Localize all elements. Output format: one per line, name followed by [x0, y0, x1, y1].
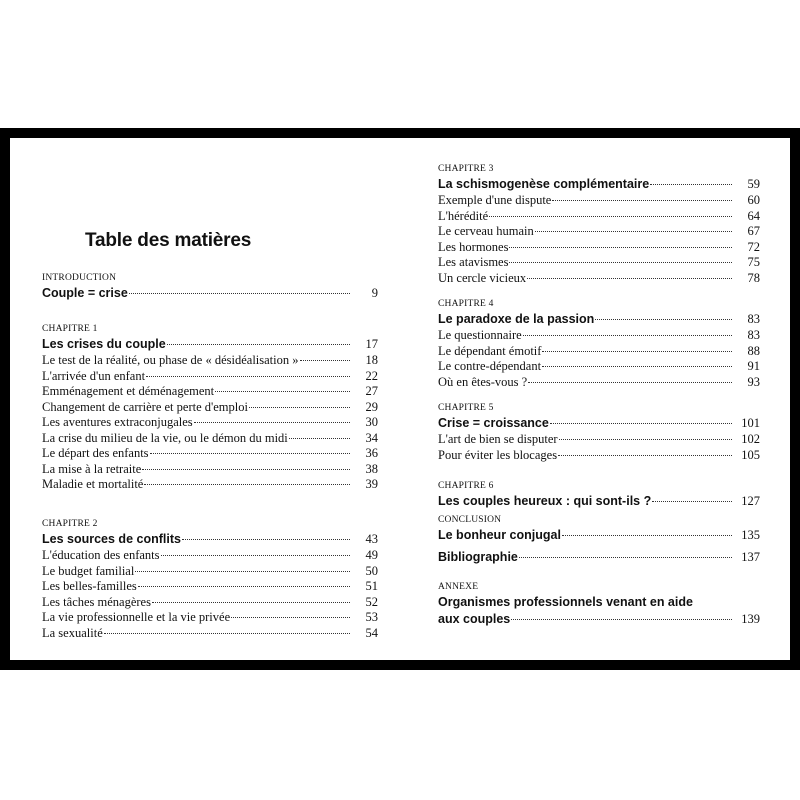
chapter-label: CHAPITRE 2 [42, 519, 98, 529]
chapter-heading[interactable] [42, 285, 378, 302]
toc-entry[interactable] [42, 369, 378, 385]
toc-entry[interactable] [438, 328, 760, 344]
toc-entry-label: L'éducation des enfants [42, 548, 160, 562]
chapter-heading-page-number: 59 [747, 177, 760, 191]
toc-entry-page-number: 50 [365, 563, 378, 578]
toc-entry[interactable] [42, 431, 378, 447]
toc-entry[interactable] [438, 448, 760, 464]
toc-entry-label: Changement de carrière et perte d'emploi [42, 399, 248, 414]
toc-section [438, 298, 760, 390]
dot-leader [152, 602, 350, 603]
chapter-heading-label: Le bonheur conjugal [438, 528, 561, 542]
dot-leader [509, 247, 732, 248]
toc-section [438, 581, 760, 628]
toc-entry-page-number: 83 [747, 328, 760, 342]
dot-leader [215, 391, 350, 392]
page-title: Table des matières [85, 230, 252, 251]
toc-entry-label: La crise du milieu de la vie, ou le démon du midi [42, 430, 288, 445]
dot-leader [528, 382, 732, 383]
toc-entry-label: Les tâches ménagères [42, 594, 151, 609]
dot-leader [542, 351, 732, 352]
toc-entry-label: Un cercle vicieux [438, 270, 527, 285]
chapter-heading-page-number: 127 [741, 494, 760, 508]
toc-entry[interactable] [438, 255, 760, 271]
toc-entry-page-number: 72 [747, 239, 760, 254]
toc-entry[interactable] [42, 462, 378, 478]
toc-entry[interactable] [42, 400, 378, 416]
chapter-heading-line[interactable]: Organismes professionnels venant en aide [438, 595, 693, 609]
toc-entry[interactable] [438, 359, 760, 375]
toc-entry-label: Le contre-dépendant [438, 359, 542, 373]
dot-leader [289, 438, 350, 439]
toc-entry-label: Exemple d'une dispute [438, 193, 552, 207]
toc-entry-page-number: 60 [747, 193, 760, 207]
chapter-heading-page-number: 17 [365, 337, 378, 351]
toc-entry-page-number: 53 [365, 610, 378, 624]
toc-entry-label: L'hérédité [438, 208, 489, 223]
toc-entry-label: Le test de la réalité, ou phase de « désidéalisation » [42, 353, 299, 367]
toc-entry-label: Les atavismes [438, 255, 509, 269]
chapter-heading-page-number: 137 [741, 550, 760, 564]
chapter-heading-page-number: 9 [371, 286, 378, 300]
chapter-heading-label: Crise = croissance [438, 416, 549, 430]
toc-entry-page-number: 105 [741, 447, 760, 462]
toc-section [438, 514, 760, 544]
dot-leader [509, 262, 732, 263]
toc-section [438, 480, 760, 510]
toc-entry[interactable] [42, 595, 378, 611]
toc-entry-label: Le budget familial [42, 563, 135, 578]
toc-entry-page-number: 54 [365, 625, 378, 640]
toc-entry[interactable] [42, 626, 378, 642]
dot-leader [146, 376, 350, 377]
chapter-heading[interactable] [438, 527, 760, 544]
chapter-label: CHAPITRE 6 [438, 481, 494, 491]
chapter-heading-page-number: 135 [741, 528, 760, 542]
toc-section [42, 272, 378, 302]
chapter-heading-page-number: 43 [365, 532, 378, 546]
dot-leader [129, 293, 350, 294]
chapter-label: CHAPITRE 5 [438, 403, 494, 413]
chapter-label: CHAPITRE 3 [438, 164, 494, 174]
dot-leader [542, 366, 732, 367]
toc-entry-page-number: 29 [365, 399, 378, 414]
toc-entry[interactable] [42, 353, 378, 369]
toc-entry-page-number: 34 [365, 430, 378, 445]
dot-leader [142, 469, 350, 470]
toc-entry-page-number: 30 [365, 415, 378, 429]
toc-entry[interactable] [438, 193, 760, 209]
dot-leader [559, 439, 732, 440]
book-page [10, 138, 790, 660]
chapter-heading[interactable] [438, 611, 760, 628]
toc-entry[interactable] [438, 432, 760, 448]
dot-leader [523, 335, 732, 336]
chapter-heading-label: Les sources de conflits [42, 532, 181, 546]
dot-leader [558, 455, 732, 456]
toc-entry-label: Le questionnaire [438, 328, 522, 342]
toc-entry-page-number: 75 [747, 255, 760, 269]
toc-section [438, 163, 760, 286]
toc-entry-page-number: 64 [747, 208, 760, 223]
chapter-heading-label: Couple = crise [42, 286, 128, 300]
dot-leader [104, 633, 350, 634]
toc-entry-label: Le dépendant émotif [438, 343, 542, 358]
toc-entry-page-number: 22 [365, 368, 378, 383]
chapter-heading-page-number: 139 [741, 612, 760, 626]
toc-entry-label: Le cerveau humain [438, 224, 534, 238]
dot-leader [489, 216, 732, 217]
toc-entry-label: L'art de bien se disputer [438, 432, 558, 446]
dot-leader [652, 501, 732, 502]
chapter-heading-label: aux couples [438, 612, 511, 626]
toc-entry-label: Les hormones [438, 239, 509, 254]
toc-entry[interactable] [42, 446, 378, 462]
toc-entry-label: Pour éviter les blocages [438, 447, 558, 462]
toc-entry-page-number: 39 [365, 477, 378, 491]
toc-entry-page-number: 67 [747, 224, 760, 238]
toc-section [438, 549, 760, 566]
toc-section [438, 402, 760, 463]
toc-entry-label: La mise à la retraite [42, 461, 142, 476]
toc-entry-page-number: 52 [365, 594, 378, 609]
chapter-label: INTRODUCTION [42, 273, 117, 283]
dot-leader [300, 360, 350, 361]
toc-entry-label: Emménagement et déménagement [42, 384, 215, 398]
chapter-label: CHAPITRE 4 [438, 299, 494, 309]
dot-leader [249, 407, 350, 408]
chapter-heading-label: Le paradoxe de la passion [438, 312, 595, 326]
dot-leader [552, 200, 732, 201]
dot-leader [144, 484, 350, 485]
dot-leader [231, 617, 350, 618]
toc-entry-page-number: 78 [747, 270, 760, 285]
toc-entry-page-number: 27 [365, 384, 378, 398]
toc-entry-page-number: 91 [747, 359, 760, 373]
chapter-heading-label: Les crises du couple [42, 337, 166, 351]
dot-leader [135, 571, 350, 572]
toc-entry[interactable] [438, 344, 760, 360]
toc-entry-label: Les aventures extraconjugales [42, 415, 193, 429]
dot-leader [167, 344, 350, 345]
toc-entry-page-number: 38 [365, 461, 378, 476]
toc-entry-label: Où en êtes-vous ? [438, 374, 528, 389]
chapter-heading-page-number: 83 [747, 312, 760, 326]
chapter-heading[interactable] [438, 176, 760, 193]
dot-leader [138, 586, 350, 587]
dot-leader [527, 278, 732, 279]
dot-leader [650, 184, 732, 185]
chapter-heading[interactable] [438, 415, 760, 432]
toc-entry-page-number: 102 [741, 432, 760, 446]
toc-entry-page-number: 51 [365, 579, 378, 593]
toc-section [42, 323, 378, 493]
chapter-heading[interactable] [438, 311, 760, 328]
toc-entry[interactable] [42, 415, 378, 431]
dot-leader [535, 231, 732, 232]
toc-entry-page-number: 36 [365, 446, 378, 460]
chapter-heading[interactable] [42, 531, 378, 548]
toc-entry[interactable] [42, 579, 378, 595]
toc-entry[interactable] [42, 564, 378, 580]
dot-leader [550, 423, 732, 424]
toc-entry[interactable] [438, 224, 760, 240]
toc-entry[interactable] [42, 477, 378, 493]
chapter-heading-label: La schismogenèse complémentaire [438, 177, 650, 191]
chapter-label: CHAPITRE 1 [42, 324, 98, 334]
dot-leader [182, 539, 350, 540]
toc-entry-label: La vie professionnelle et la vie privée [42, 610, 231, 624]
chapter-heading[interactable] [438, 549, 760, 566]
chapter-heading[interactable] [438, 493, 760, 510]
toc-entry-page-number: 93 [747, 374, 760, 389]
toc-entry-label: Maladie et mortalité [42, 477, 144, 491]
dot-leader [511, 619, 732, 620]
toc-entry[interactable] [438, 375, 760, 391]
dot-leader [194, 422, 350, 423]
chapter-label: CONCLUSION [438, 515, 502, 525]
toc-entry[interactable] [438, 271, 760, 287]
chapter-label: ANNEXE [438, 582, 479, 592]
toc-entry[interactable] [42, 548, 378, 564]
dot-leader [519, 557, 732, 558]
toc-entry-label: L'arrivée d'un enfant [42, 368, 146, 383]
chapter-heading-label: Les couples heureux : qui sont-ils ? [438, 494, 652, 508]
toc-entry-label: Le départ des enfants [42, 446, 149, 460]
dot-leader [562, 535, 732, 536]
toc-entry-page-number: 88 [747, 343, 760, 358]
toc-section [42, 518, 378, 641]
toc-entry-label: La sexualité [42, 625, 103, 640]
chapter-heading-label: Bibliographie [438, 550, 518, 564]
dot-leader [595, 319, 732, 320]
book-spread-frame [0, 128, 800, 670]
toc-entry[interactable] [42, 384, 378, 400]
toc-entry-page-number: 49 [365, 548, 378, 562]
toc-entry[interactable] [42, 610, 378, 626]
chapter-heading-page-number: 101 [741, 416, 760, 430]
dot-leader [161, 555, 351, 556]
dot-leader [150, 453, 350, 454]
toc-entry[interactable] [438, 240, 760, 256]
toc-entry[interactable] [438, 209, 760, 225]
toc-entry-page-number: 18 [365, 353, 378, 367]
toc-entry-label: Les belles-familles [42, 579, 137, 593]
chapter-heading[interactable] [42, 336, 378, 353]
